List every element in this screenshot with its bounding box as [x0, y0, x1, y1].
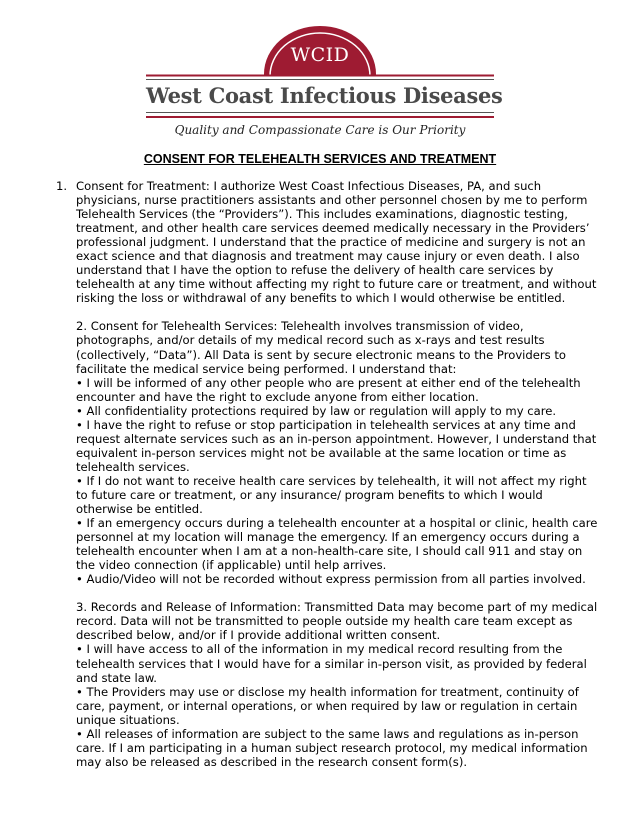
section-1-line: exact science and that diagnosis and treatment may cause injury or even death. I also [76, 249, 580, 264]
section-3-line: telehealth services that I would have for a similar in-person visit, as provided by federal [76, 656, 587, 671]
section-3-line: 3. Records and Release of Information: Transmitted Data may become part of my medical [76, 600, 598, 615]
section-2 [76, 319, 606, 586]
section-2-line: 2. Consent for Telehealth Services: Telehealth involves transmission of video, [76, 319, 524, 334]
section-1-number: 1. [56, 179, 68, 193]
section-2-bullet-line: • All confidentiality protections required by law or regulation will apply to my care. [76, 403, 557, 418]
section-1-line: Consent for Treatment: I authorize West Coast Infectious Diseases, PA, and such [76, 179, 542, 193]
section-2-line: personnel at my location will manage the emergency. If an emergency occurs during a [76, 530, 580, 545]
section-3-line: unique situations. [76, 712, 180, 727]
section-2-line: to future care or treatment, or any insurance/ program benefits to which I would [76, 487, 543, 502]
section-2-bullet-line: • If an emergency occurs during a telehealth encounter at a hospital or clinic, health care [76, 516, 598, 531]
section-1-line: Telehealth Services (the “Providers”). This includes examinations, diagnostic testing, [76, 207, 568, 222]
document-body [56, 179, 606, 769]
section-3-bullet-line: • The Providers may use or disclose my health information for treatment, continuity of [76, 684, 579, 699]
section-1-line: telehealth at any time without affecting my right to future care or treatment, and without [76, 277, 597, 292]
section-2-line: otherwise be entitled. [76, 502, 203, 517]
document-title: CONSENT FOR TELEHEALTH SERVICES AND TREATMENT [143, 152, 497, 166]
section-3-line: and state law. [76, 670, 157, 685]
section-2-line: equivalent in-person services might not be available at the same location or time as [76, 445, 567, 460]
section-3-line: record. Data will not be transmitted to people outside my health care team except as [76, 614, 573, 629]
section-1-line: physicians, nurse practitioners assistants and other personnel chosen by me to perform [76, 193, 588, 208]
section-3-line: may also be released as described in the research consent form(s). [76, 754, 468, 769]
section-2-line: (collectively, “Data”). All Data is sent by secure electronic means to the Providers to [76, 347, 567, 362]
section-2-line: telehealth encounter when I am at a non-health-care site, I should call 911 and stay on [76, 544, 583, 559]
section-3-bullet-line: • I will have access to all of the information in my medical record resulting from the [76, 642, 563, 657]
section-3-line: described below, and/or if I provide additional written consent. [76, 628, 441, 643]
section-2-line: facilitate the medical service being performed. I understand that: [76, 361, 457, 376]
tagline: Quality and Compassionate Care is Our Priority [174, 123, 466, 137]
section-1-line: professional judgment. I understand that the practice of medicine and surgery is not an [76, 235, 586, 250]
section-2-line: request alternate services such as an in-person appointment. However, I understand that [76, 431, 597, 446]
section-1-line: understand that I have the option to refuse the delivery of health care services by [76, 263, 554, 278]
section-2-line: the video connection (if applicable) until help arrives. [76, 558, 387, 573]
section-3-line: care. If I am participating in a human subject research protocol, my medical information [76, 740, 588, 755]
section-1 [56, 179, 606, 306]
section-2-line: photographs, and/or details of my medical record such as x-rays and test results [76, 333, 545, 348]
section-3-bullet-line: • All releases of information are subject to the same laws and regulations as in-person [76, 726, 579, 741]
section-1-line: risking the loss or withdrawal of any benefits to which I would otherwise be entitled. [76, 291, 566, 306]
section-2-bullet-line: • I have the right to refuse or stop participation in telehealth services at any time and [76, 417, 576, 432]
section-2-bullet-line: • If I do not want to receive health care services by telehealth, it will not affect my right [76, 473, 587, 488]
logo-text: WCID [290, 44, 350, 66]
section-2-bullet-line: • Audio/Video will not be recorded without express permission from all parties involved. [76, 572, 586, 587]
company-name: West Coast Infectious Diseases [146, 83, 503, 108]
section-2-line: telehealth services. [76, 459, 190, 474]
section-2-line: encounter and have the right to exclude anyone from either location. [76, 389, 479, 404]
section-2-bullet-line: • I will be informed of any other people who are present at either end of the telehealth [76, 375, 581, 390]
section-3-line: care, payment, or internal operations, or when required by law or regulation in certain [76, 698, 578, 713]
section-1-line: treatment, and other health care services deemed medically necessary in the Providers’ [76, 221, 590, 236]
section-3 [76, 600, 606, 769]
